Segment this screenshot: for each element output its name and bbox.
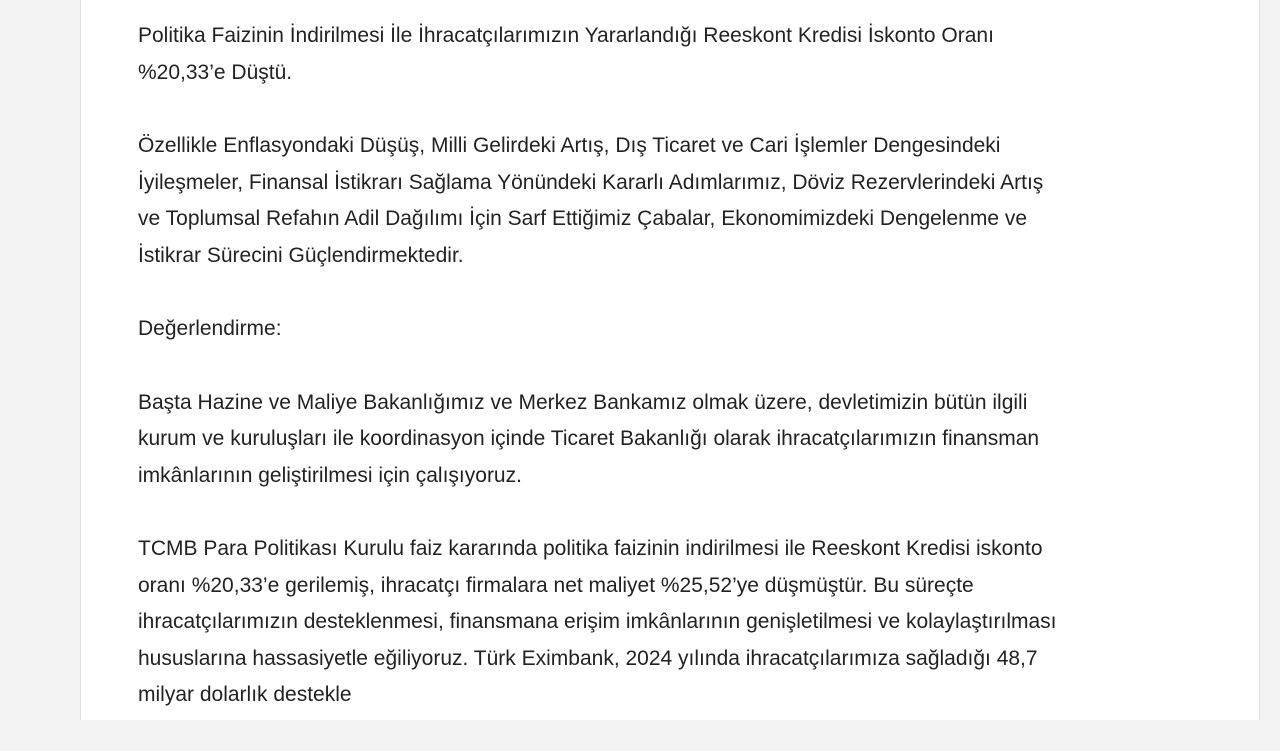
article-paragraph: Başta Hazine ve Maliye Bakanlığımız ve Merkez Bankamız olmak üzere, devletimizin bütün ilgili kurum ve kuruluşları ile koordinasyon içinde Ticaret Bakanlığı olarak ihracatçılarımızın finansman imkânlarının geliştirilmesi için çalışıyoruz. [138, 390, 1040, 487]
article-paragraph: TCMB Para Politikası Kurulu faiz kararında politika faizinin indirilmesi ile Reeskont Kredisi iskonto oranı %20,33’e gerilemiş, ihracatçı firmalara net maliyet %25,52’ye düşmüştür. Bu süreçte ihracatçılarımızın desteklenmesi, finansmana erişim imkânlarının genişletilmesi ve kolaylaştırılması hususlarına hassasiyetle eğiliyoruz. Türk Eximbank, 2024 yılında ihracatçılarımıza sağladığı 48,7 milyar dolarlık destekle [138, 537, 1057, 706]
article-page [80, 0, 1260, 720]
article-headline-paragraph: Politika Faizinin İndirilmesi İle İhracatçılarımızın Yararlandığı Reeskont Kredisi İskonto Oranı %20,33’e Düştü. [138, 24, 994, 84]
article-body [138, 18, 1058, 751]
article-paragraph: Özellikle Enflasyondaki Düşüş, Milli Gelirdeki Artış, Dış Ticaret ve Cari İşlemler Dengesindeki İyileşmeler, Finansal İstikrarı Sağlama Yönündeki Kararlı Adımlarımız, Döviz Rezervlerindeki Artış ve Toplumsal Refahın Adil Dağılımı İçin Sarf Ettiğimiz Çabalar, Ekonomimizdeki Dengelenme ve İstikrar Sürecini Güçlendirmektedir. [138, 134, 1044, 267]
section-heading: Değerlendirme: [138, 317, 282, 340]
